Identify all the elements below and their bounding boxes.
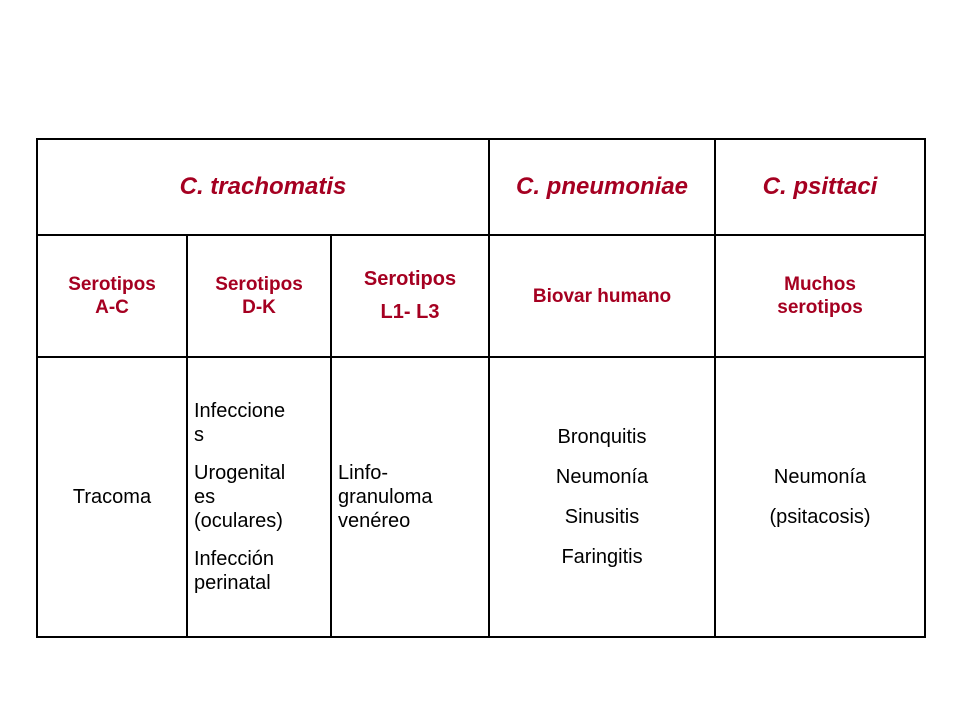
cell-tracoma: Tracoma	[37, 357, 187, 637]
chlamydia-comparison-table	[36, 138, 926, 638]
dk-line-4: es	[194, 486, 216, 508]
pn-line-1: Bronquitis	[557, 426, 647, 448]
header-c-pneumoniae: C. pneumoniae	[489, 139, 715, 235]
species-header-row	[37, 139, 925, 235]
serotype-row	[37, 235, 925, 357]
cell-serotipos-l	[331, 235, 489, 357]
cell-biovar-humano: Biovar humano	[489, 235, 715, 357]
l-line-3: venéreo	[338, 510, 411, 532]
pn-line-2: Neumonía	[555, 466, 649, 488]
serotipos-l-line-1: Serotipos	[363, 268, 457, 290]
dk-line-7: perinatal	[194, 572, 271, 594]
serotipos-dk-line-2: D-K	[242, 297, 276, 318]
pn-line-3: Sinusitis	[564, 506, 640, 528]
disease-row	[37, 357, 925, 637]
dk-line-1: Infeccione	[194, 400, 286, 422]
dk-line-5: (oculares)	[194, 510, 283, 532]
serotipos-l-line-2: L1- L3	[380, 301, 440, 323]
l-line-2: granuloma	[338, 486, 433, 508]
cell-serotipos-dk	[187, 235, 331, 357]
dk-line-6: Infección	[194, 548, 275, 570]
serotipos-dk-line-1: Serotipos	[215, 274, 303, 295]
ps-line-2: (psitacosis)	[769, 506, 871, 528]
cell-serotipos-ac	[37, 235, 187, 357]
dk-line-2: s	[194, 424, 204, 446]
header-c-psittaci: C. psittaci	[715, 139, 925, 235]
ps-line-1: Neumonía	[773, 466, 867, 488]
cell-psittaci-diseases	[715, 357, 925, 637]
pn-line-4: Faringitis	[561, 546, 643, 568]
muchos-line-1: Muchos	[784, 274, 856, 295]
cell-pneumoniae-diseases	[489, 357, 715, 637]
header-c-trachomatis: C. trachomatis	[37, 139, 489, 235]
l-line-1: Linfo-	[338, 462, 389, 484]
serotipos-ac-line-2: A-C	[95, 297, 129, 318]
cell-linfogranuloma	[331, 357, 489, 637]
dk-line-3: Urogenital	[194, 462, 286, 484]
muchos-line-2: serotipos	[777, 297, 863, 318]
cell-infecciones-urogenitales	[187, 357, 331, 637]
cell-muchos-serotipos	[715, 235, 925, 357]
serotipos-ac-line-1: Serotipos	[68, 274, 156, 295]
